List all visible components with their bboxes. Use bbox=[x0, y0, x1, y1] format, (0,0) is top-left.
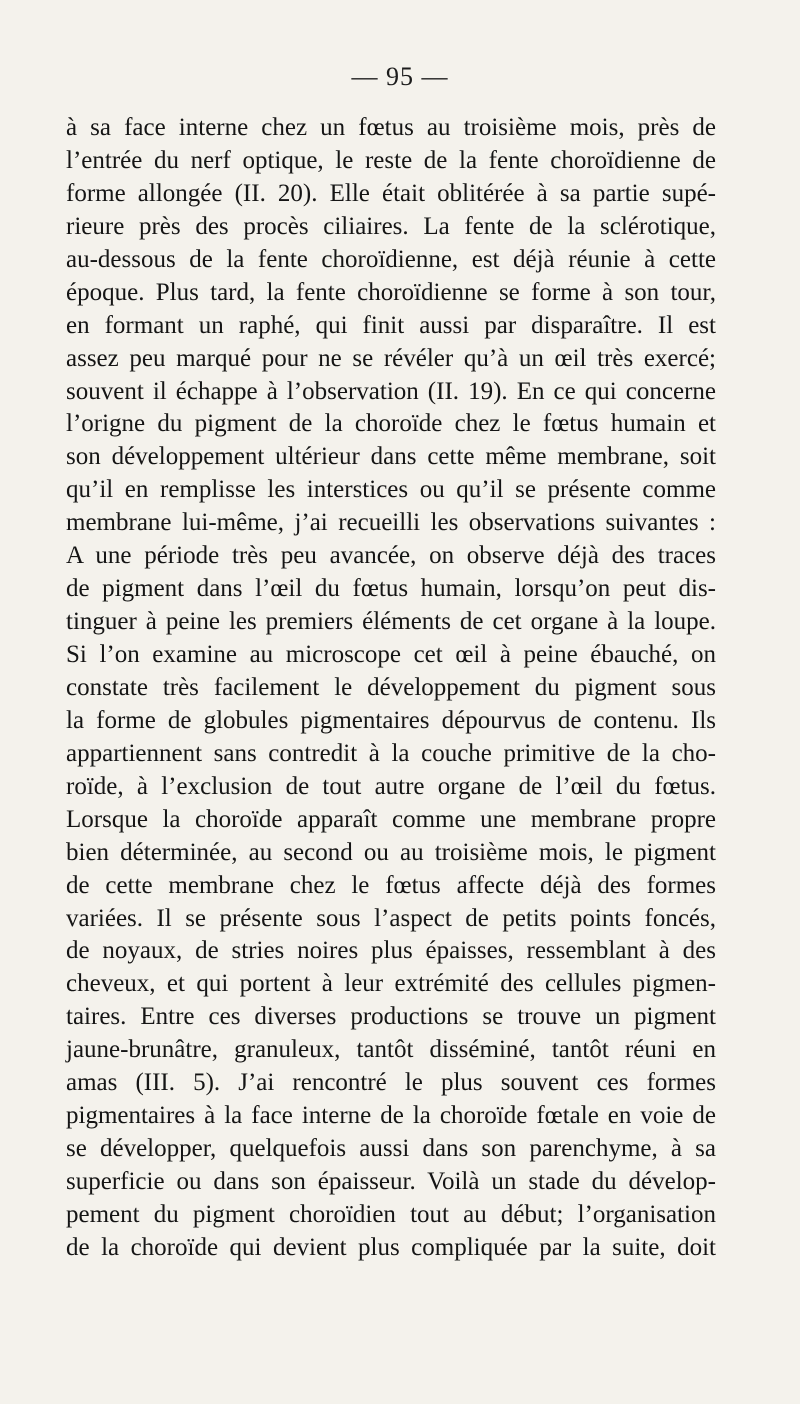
text-line: taires. Entre ces diverses productions se trouve un pigment bbox=[66, 1003, 716, 1031]
text-line: rieure près des procès ciliaires. La fente de la sclérotique, bbox=[66, 212, 716, 240]
page-number: — 95 — bbox=[351, 62, 449, 91]
text-line: appartiennent sans contredit à la couche primitive de la cho- bbox=[66, 739, 716, 767]
text-line: variées. Il se présente sous l’aspect de petits points foncés, bbox=[66, 904, 716, 932]
text-line: souvent il échappe à l’observation (II. 19). En ce qui concerne bbox=[66, 377, 716, 405]
text-line: forme allongée (II. 20). Elle était oblitérée à sa partie supé- bbox=[66, 179, 716, 207]
text-line: amas (III. 5). J’ai rencontré le plus souvent ces formes bbox=[66, 1069, 716, 1097]
text-line: de noyaux, de stries noires plus épaisses, ressemblant à des bbox=[66, 937, 716, 965]
text-line: bien déterminée, au second ou au troisième mois, le pigment bbox=[66, 838, 716, 866]
text-line: son développement ultérieur dans cette même membrane, soit bbox=[66, 443, 716, 471]
text-line: l’origne du pigment de la choroïde chez le fœtus humain et bbox=[66, 410, 716, 438]
text-line: Si l’on examine au microscope cet œil à peine ébauché, on bbox=[66, 641, 716, 668]
text-line: constate très facilement le développement du pigment sous bbox=[66, 673, 716, 701]
text-line: roïde, à l’exclusion de tout autre organe de l’œil du fœtus. bbox=[66, 772, 716, 800]
text-line: de pigment dans l’œil du fœtus humain, lorsqu’on peut dis- bbox=[66, 575, 716, 603]
text-line: de la choroïde qui devient plus compliquée par la suite, doit bbox=[66, 1233, 716, 1261]
text-line: assez peu marqué pour ne se révéler qu’à un œil très exercé; bbox=[66, 344, 716, 372]
text-line: membrane lui-même, j’ai recueilli les observations suivantes : bbox=[66, 509, 716, 537]
text-line: superficie ou dans son épaisseur. Voilà un stade du dévelop- bbox=[66, 1168, 716, 1195]
text-line: de cette membrane chez le fœtus affecte déjà des formes bbox=[66, 871, 716, 899]
text-line: pement du pigment choroïdien tout au début; l’organisation bbox=[66, 1200, 716, 1228]
text-line: jaune-brunâtre, granuleux, tantôt disséminé, tantôt réuni en bbox=[66, 1036, 716, 1064]
text-line: au-dessous de la fente choroïdienne, est déjà réunie à cette bbox=[66, 245, 716, 273]
text-line: se développer, quelquefois aussi dans son parenchyme, à sa bbox=[66, 1135, 716, 1163]
text-line: la forme de globules pigmentaires dépourvus de contenu. Ils bbox=[66, 706, 716, 734]
text-line: en formant un raphé, qui finit aussi par disparaître. Il est bbox=[66, 311, 716, 339]
text-line: époque. Plus tard, la fente choroïdienne se forme à son tour, bbox=[66, 278, 716, 306]
text-line: A une période très peu avancée, on observe déjà des traces bbox=[66, 542, 716, 570]
text-line: l’entrée du nerf optique, le reste de la fente choroïdienne de bbox=[66, 146, 716, 174]
body-text bbox=[66, 112, 716, 1265]
text-line: à sa face interne chez un fœtus au troisième mois, près de bbox=[66, 114, 716, 141]
text-line: Lorsque la choroïde apparaît comme une membrane propre bbox=[66, 805, 716, 833]
text-line: cheveux, et qui portent à leur extrémité des cellules pigmen- bbox=[66, 970, 716, 998]
text-line: qu’il en remplisse les interstices ou qu’il se présente comme bbox=[66, 476, 716, 504]
text-line: tinguer à peine les premiers éléments de cet organe à la loupe. bbox=[66, 608, 716, 636]
text-line: pigmentaires à la face interne de la choroïde fœtale en voie de bbox=[66, 1102, 716, 1130]
